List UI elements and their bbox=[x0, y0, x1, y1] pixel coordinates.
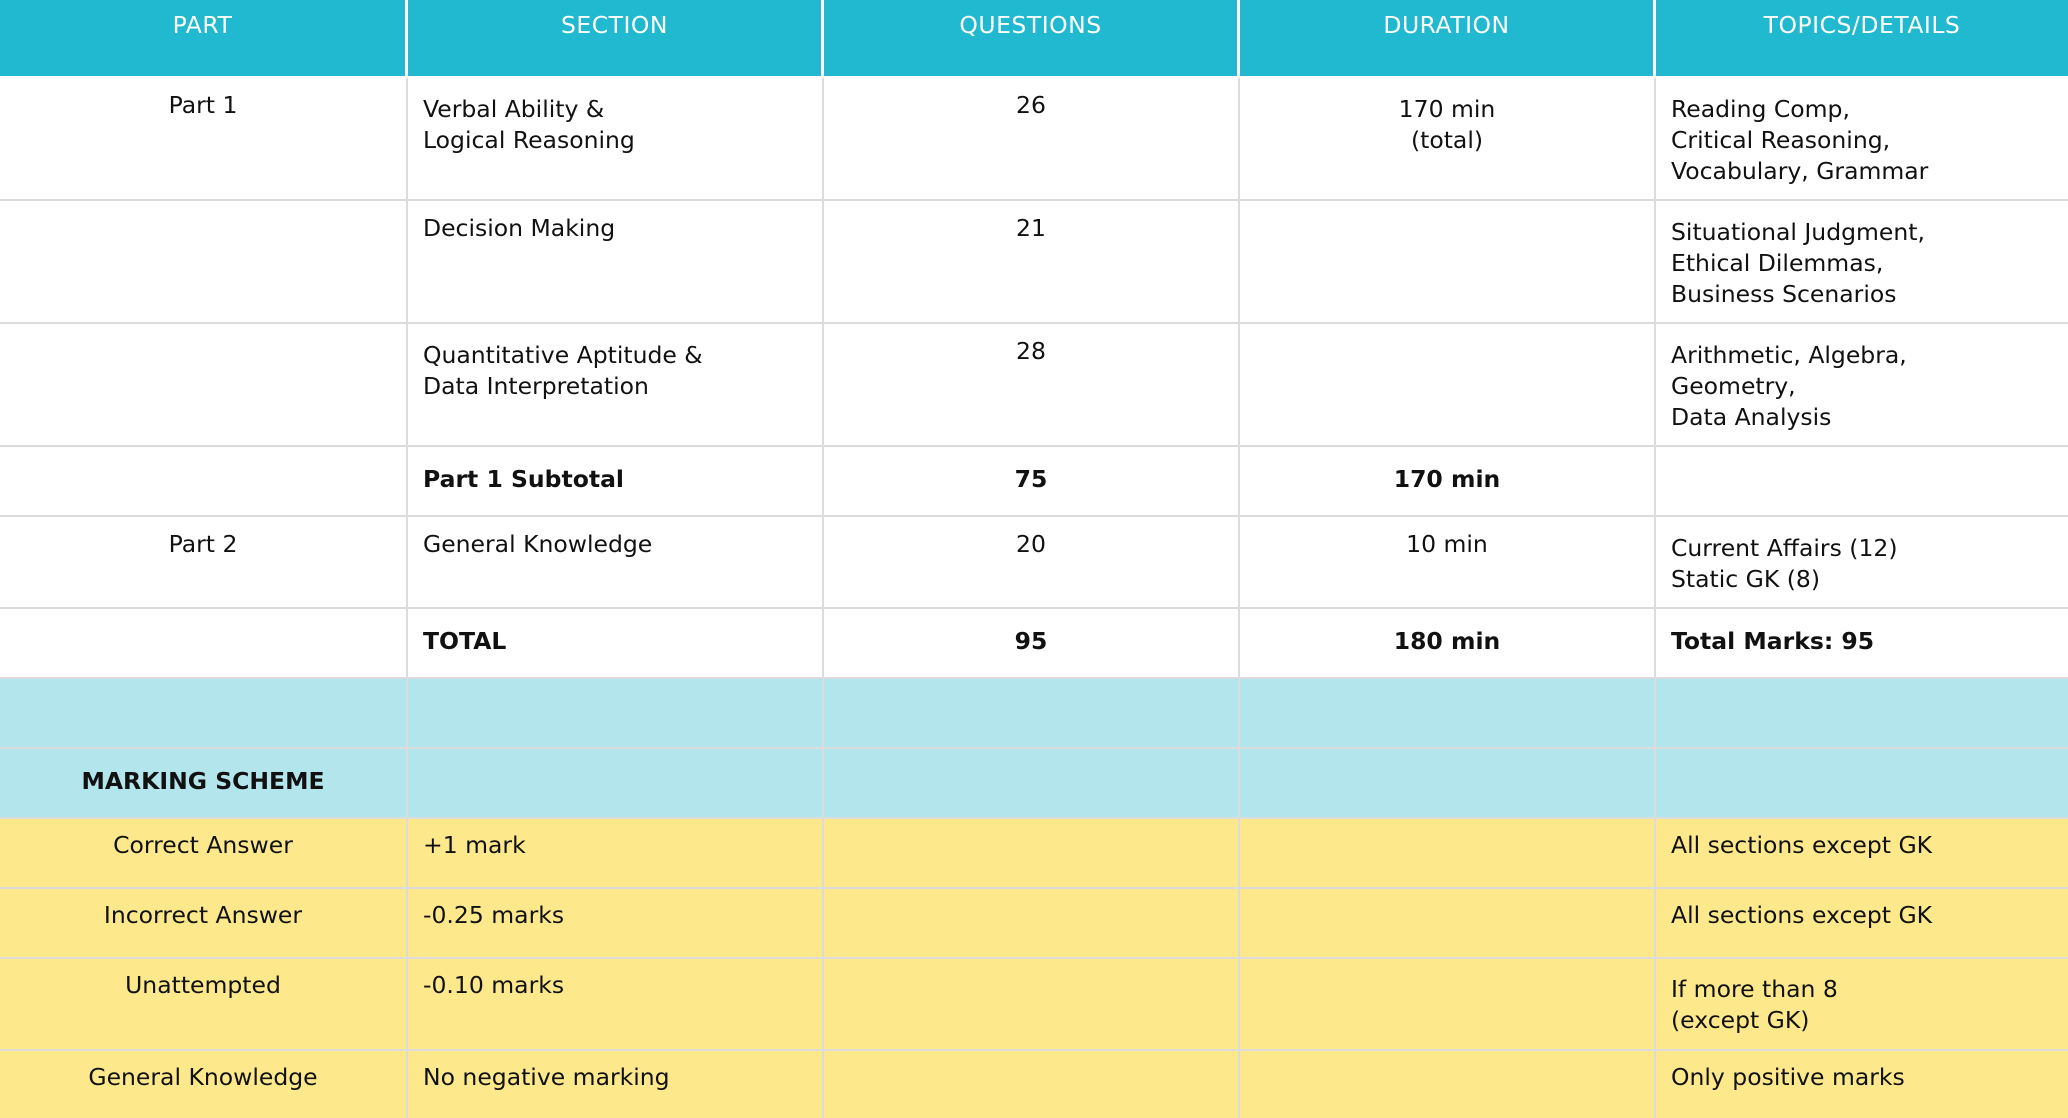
empty-cell[interactable] bbox=[824, 749, 1240, 817]
part-cell[interactable]: Part 2 bbox=[0, 517, 408, 607]
table-row bbox=[0, 324, 2068, 447]
empty-cell[interactable] bbox=[1656, 749, 2068, 817]
questions-cell[interactable]: 20 bbox=[824, 517, 1240, 607]
empty-cell[interactable] bbox=[408, 679, 824, 747]
marking-label-cell[interactable]: General Knowledge bbox=[0, 1051, 408, 1118]
topics-cell[interactable]: Total Marks: 95 bbox=[1671, 627, 1875, 655]
marking-scheme-title[interactable]: MARKING SCHEME bbox=[0, 749, 408, 817]
topics-cell[interactable]: Current Affairs (12) Static GK (8) bbox=[1671, 534, 1898, 593]
marking-row bbox=[0, 889, 2068, 959]
questions-cell[interactable]: 26 bbox=[824, 78, 1240, 199]
marking-note-cell[interactable]: All sections except GK bbox=[1671, 831, 1933, 859]
part-cell[interactable] bbox=[0, 324, 408, 445]
empty-cell[interactable] bbox=[1240, 1051, 1656, 1118]
section-cell[interactable]: Decision Making bbox=[408, 201, 824, 322]
empty-cell[interactable] bbox=[1240, 959, 1656, 1049]
header-topics[interactable]: TOPICS/DETAILS bbox=[1763, 11, 1961, 39]
header-row bbox=[0, 0, 2068, 78]
marking-note-cell[interactable]: If more than 8 (except GK) bbox=[1671, 975, 1838, 1034]
marking-label-cell[interactable]: Correct Answer bbox=[0, 819, 408, 887]
topics-cell[interactable]: Situational Judgment, Ethical Dilemmas, Business Scenarios bbox=[1671, 218, 1925, 308]
marking-value-cell[interactable]: No negative marking bbox=[408, 1051, 824, 1118]
marking-row bbox=[0, 819, 2068, 889]
marking-label-cell[interactable]: Incorrect Answer bbox=[0, 889, 408, 957]
section-cell[interactable]: Verbal Ability & Logical Reasoning bbox=[408, 78, 824, 199]
part-cell[interactable] bbox=[0, 447, 408, 515]
empty-cell[interactable] bbox=[1240, 889, 1656, 957]
duration-cell[interactable]: 170 min bbox=[1240, 447, 1656, 515]
duration-cell[interactable]: 180 min bbox=[1240, 609, 1656, 677]
questions-cell[interactable]: 75 bbox=[824, 447, 1240, 515]
header-duration[interactable]: DURATION bbox=[1240, 0, 1656, 76]
marking-value-cell[interactable]: -0.25 marks bbox=[408, 889, 824, 957]
table-row bbox=[0, 517, 2068, 609]
subtotal-row bbox=[0, 447, 2068, 517]
marking-label-cell[interactable]: Unattempted bbox=[0, 959, 408, 1049]
duration-cell[interactable] bbox=[1240, 324, 1656, 445]
table-row bbox=[0, 78, 2068, 201]
section-cell[interactable]: Quantitative Aptitude & Data Interpretation bbox=[408, 324, 824, 445]
topics-cell[interactable] bbox=[1656, 447, 2068, 515]
empty-cell[interactable] bbox=[0, 679, 408, 747]
header-part[interactable]: PART bbox=[0, 0, 408, 76]
table-row bbox=[0, 201, 2068, 324]
part-cell[interactable] bbox=[0, 609, 408, 677]
topics-cell[interactable]: Arithmetic, Algebra, Geometry, Data Analysis bbox=[1671, 341, 1907, 431]
part-cell[interactable]: Part 1 bbox=[0, 78, 408, 199]
marking-row bbox=[0, 959, 2068, 1051]
questions-cell[interactable]: 28 bbox=[824, 324, 1240, 445]
header-questions[interactable]: QUESTIONS bbox=[824, 0, 1240, 76]
total-row bbox=[0, 609, 2068, 679]
questions-cell[interactable]: 95 bbox=[824, 609, 1240, 677]
marking-scheme-title-row bbox=[0, 749, 2068, 819]
marking-row bbox=[0, 1051, 2068, 1118]
empty-cell[interactable] bbox=[408, 749, 824, 817]
section-cell[interactable]: General Knowledge bbox=[408, 517, 824, 607]
header-section[interactable]: SECTION bbox=[408, 0, 824, 76]
empty-cell[interactable] bbox=[1656, 679, 2068, 747]
empty-cell[interactable] bbox=[824, 679, 1240, 747]
empty-cell[interactable] bbox=[1240, 679, 1656, 747]
marking-value-cell[interactable]: +1 mark bbox=[408, 819, 824, 887]
part-cell[interactable] bbox=[0, 201, 408, 322]
marking-note-cell[interactable]: All sections except GK bbox=[1671, 901, 1933, 929]
section-cell[interactable]: Part 1 Subtotal bbox=[408, 447, 824, 515]
empty-cell[interactable] bbox=[1240, 819, 1656, 887]
empty-cell[interactable] bbox=[1240, 749, 1656, 817]
duration-cell[interactable]: 170 min (total) bbox=[1240, 78, 1656, 199]
empty-cell[interactable] bbox=[824, 959, 1240, 1049]
topics-cell[interactable]: Reading Comp, Critical Reasoning, Vocabulary, Grammar bbox=[1671, 95, 1929, 185]
duration-cell[interactable] bbox=[1240, 201, 1656, 322]
spacer-row bbox=[0, 679, 2068, 749]
empty-cell[interactable] bbox=[824, 889, 1240, 957]
duration-cell[interactable]: 10 min bbox=[1240, 517, 1656, 607]
empty-cell[interactable] bbox=[824, 819, 1240, 887]
marking-value-cell[interactable]: -0.10 marks bbox=[408, 959, 824, 1049]
empty-cell[interactable] bbox=[824, 1051, 1240, 1118]
section-cell[interactable]: TOTAL bbox=[408, 609, 824, 677]
questions-cell[interactable]: 21 bbox=[824, 201, 1240, 322]
marking-note-cell[interactable]: Only positive marks bbox=[1671, 1063, 1905, 1091]
